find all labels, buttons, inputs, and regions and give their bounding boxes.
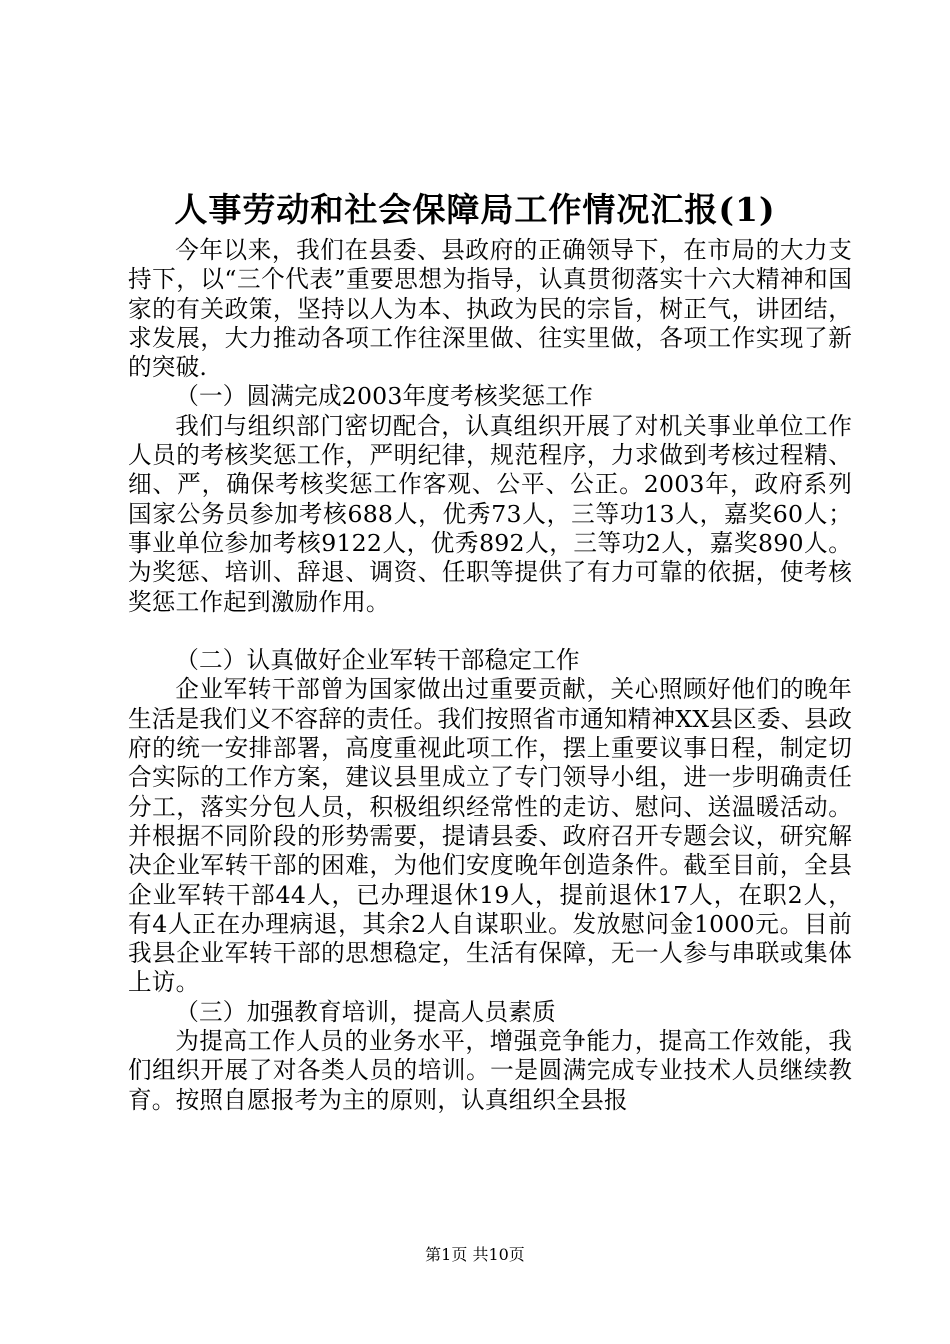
section-heading-3: （三）加强教育培训，提高人员素质 xyxy=(175,997,556,1026)
section-heading-1: （一）圆满完成2003年度考核奖惩工作 xyxy=(175,382,593,411)
paragraph-section-2: 企业军转干部曾为国家做出过重要贡献，关心照顾好他们的晚年生活是我们义不容辞的责任。我们按照省市通知精神XX县区委、县政府的统一安排部署，高度重视此项工作，摆上重要议事日程，制定切合实际的工作方案，建议县里成立了专门领导小组，进一步明确责任分工，落实分包人员，积极组织经常性的走访、慰问、送温暖活动。并根据不同阶段的形势需要，提请县委、政府召开专题会议，研究解决企业军转干部的困难，为他们安度晚年创造条件。截至目前，全县企业军转干部44人，已办理退休19人，提前退休17人，在职2人，有4人正在办理病退，其余2人自谋职业。发放慰问金1000元。目前我县企业军转干部的思想稳定，生活有保障，无一人参与串联或集体上访。 xyxy=(128,675,853,997)
paragraph-section-3: 为提高工作人员的业务水平，增强竞争能力，提高工作效能，我们组织开展了对各类人员的培训。一是圆满完成专业技术人员继续教育。按照自愿报考为主的原则，认真组织全县报 xyxy=(128,1027,852,1114)
section-heading-2: （二）认真做好企业军转干部稳定工作 xyxy=(175,646,580,675)
paragraph-section-1: 我们与组织部门密切配合，认真组织开展了对机关事业单位工作人员的考核奖惩工作，严明纪律，规范程序，力求做到考核过程精、细、严，确保考核奖惩工作客观、公平、公正。2003年，政府系列国家公务员参加考核688人，优秀73人，三等功13人，嘉奖60人；事业单位参加考核9122人，优秀892人，三等功2人，嘉奖890人。为奖惩、培训、辞退、调资、任职等提供了有力可靠的依据，使考核奖惩工作起到激励作用。 xyxy=(128,411,852,616)
document-title: 人事劳动和社会保障局工作情况汇报(1) xyxy=(174,190,776,229)
paragraph-intro: 今年以来，我们在县委、县政府的正确领导下，在市局的大力支持下，以“三个代表”重要思想为指导，认真贯彻落实十六大精神和国家的有关政策，坚持以人为本、执政为民的宗旨，树正气，讲团结，求发展，大力推动各项工作往深里做、往实里做，各项工作实现了新的突破. xyxy=(128,236,852,382)
document-body xyxy=(128,236,852,1115)
page-footer: 第1页 共10页 xyxy=(425,1245,525,1264)
